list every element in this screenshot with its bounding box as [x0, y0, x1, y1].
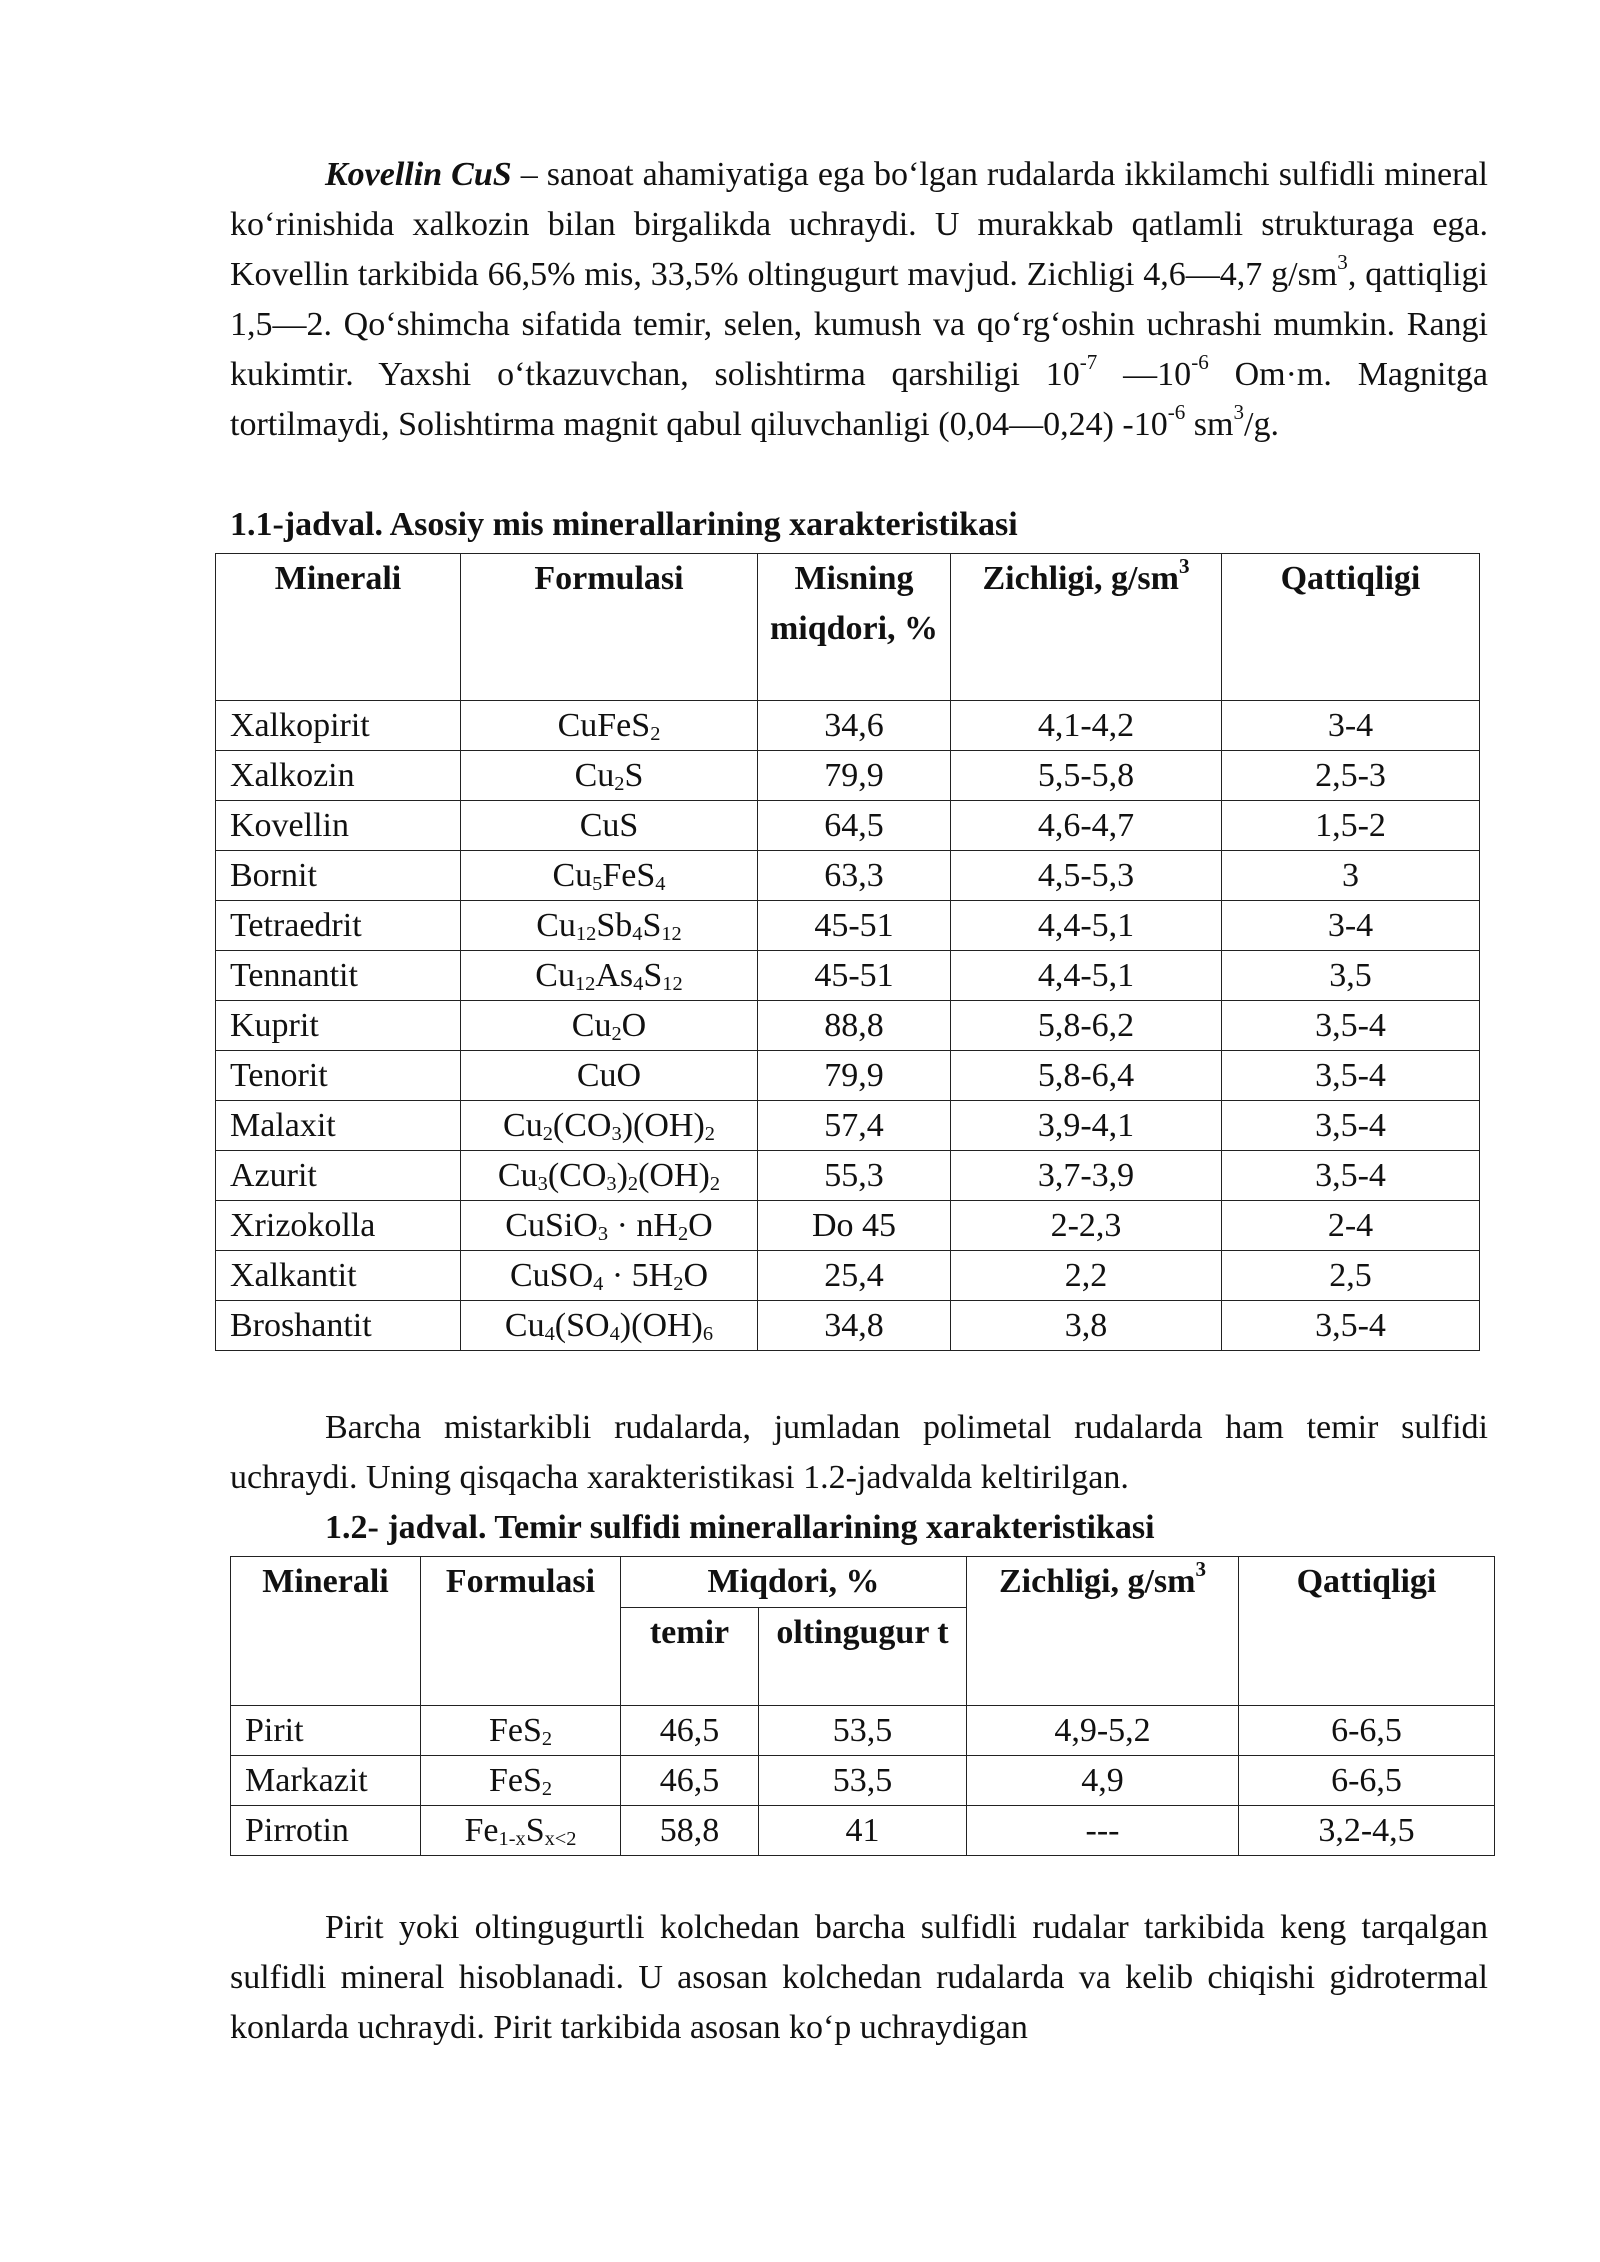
table-row [216, 951, 1480, 1001]
density-cell: 5,8-6,2 [951, 1001, 1222, 1051]
table-row [216, 1201, 1480, 1251]
table-row [231, 1806, 1495, 1856]
hardness-cell: 3,5-4 [1222, 1001, 1480, 1051]
table-row [231, 1756, 1495, 1806]
column-header-mineral: Minerali [216, 554, 461, 701]
mineral-name-cell: Xrizokolla [216, 1201, 461, 1251]
copper-content-cell: 34,6 [758, 701, 951, 751]
iron-content-cell: 58,8 [621, 1806, 759, 1856]
hardness-cell: 3,5-4 [1222, 1051, 1480, 1101]
formula-cell: $Cu_2O$ [461, 1001, 758, 1051]
formula-cell: FeS$_2$ [421, 1706, 621, 1756]
mineral-name-cell: Kovellin [216, 801, 461, 851]
mineral-name-cell: Tennantit [216, 951, 461, 1001]
mineral-name-cell: Malaxit [216, 1101, 461, 1151]
table-row [216, 1301, 1480, 1351]
formula-cell: $Cu_2(CO_3)(OH)_2$ [461, 1101, 758, 1151]
column-header-mineral: Minerali [231, 1557, 421, 1706]
column-header-copper-content: Misning miqdori, % [758, 554, 951, 701]
density-cell: --- [967, 1806, 1239, 1856]
formula-cell: $Cu_3(CO_3)_2(OH)_2$ [461, 1151, 758, 1201]
paragraph-iron-sulfide: Barcha mistarkibli rudalarda, jumladan polimetal rudalarda ham temir sulfidi uchraydi. Uning qisqacha xarakteristikasi 1.2-jadvalda keltirilgan. [230, 1409, 1488, 1496]
table-row [216, 1051, 1480, 1101]
column-header-hardness: Qattiqligi [1222, 554, 1480, 701]
formula-cell: CuO [461, 1051, 758, 1101]
density-cell: 4,9-5,2 [967, 1706, 1239, 1756]
table-row [216, 1151, 1480, 1201]
paragraph-kovellin: Kovellin CuS – sanoat ahamiyatiga ega bo‘lgan rudalarda ikkilamchi sulfidli mineral ko‘rinishida xalkozin bilan birgalikda uchraydi. U murakkab qatlamli strukturaga ega. Kovellin tarkibida 66,5% mis, 33,5% oltingugurt mavjud. Zichligi 4,6—4,7 $g/sm^3$, qattiqligi 1,5—2. Qo‘shimcha sifatida temir, selen, kumush va qo‘rg‘oshin uchrashi mumkin. Rangi kukimtir. Yaxshi o‘tkazuvchan, solishtirma qarshiligi $10^{-7}$ $—10^{-6}$ Om·m. Magnitga tortilmaydi, Solishtirma magnit qabul qiluvchanligi (0,04—0,24) $-10^{-6}$ $sm^3/g$. [230, 156, 1489, 443]
formula-cell: CuS [461, 801, 758, 851]
sulfur-content-cell: 53,5 [759, 1756, 967, 1806]
mineral-name-cell: Xalkopirit [216, 701, 461, 751]
column-header-density: Zichligi, $g/sm^3$ [951, 554, 1222, 701]
mineral-name-cell: Xalkozin [216, 751, 461, 801]
hardness-cell: 3,5-4 [1222, 1101, 1480, 1151]
copper-content-cell: 45-51 [758, 901, 951, 951]
copper-content-cell: Do 45 [758, 1201, 951, 1251]
table-row [231, 1706, 1495, 1756]
density-cell: 3,7-3,9 [951, 1151, 1222, 1201]
formula-cell: CuFeS$_2$ [461, 701, 758, 751]
table-row [216, 901, 1480, 951]
mineral-name-cell: Markazit [231, 1756, 421, 1806]
hardness-cell: 1,5-2 [1222, 801, 1480, 851]
table-row [216, 851, 1480, 901]
mineral-name-cell: Pirrotin [231, 1806, 421, 1856]
hardness-cell: 3,5 [1222, 951, 1480, 1001]
table2-caption: 1.2- jadval. Temir sulfidi minerallarining xarakteristikasi [325, 1509, 1155, 1546]
hardness-cell: 6-6,5 [1239, 1706, 1495, 1756]
column-header-iron: temir [621, 1608, 759, 1706]
table1-caption: 1.1-jadval. Asosiy mis minerallarining xarakteristikasi [230, 506, 1018, 543]
copper-content-cell: 64,5 [758, 801, 951, 851]
paragraph-pyrite: Pirit yoki oltingugurtli kolchedan barcha sulfidli rudalar tarkibida keng tarqalgan sulfidli mineral hisoblanadi. U asosan kolchedan rudalarda va kelib chiqishi gidrotermal konlarda uchraydi. Pirit tarkibida asosan ko‘p uchraydigan [230, 1909, 1488, 2046]
density-cell: 3,9-4,1 [951, 1101, 1222, 1151]
formula-cell: $Cu_4(SO_4)(OH)_6$ [461, 1301, 758, 1351]
table-row [216, 1251, 1480, 1301]
density-cell: 4,4-5,1 [951, 951, 1222, 1001]
density-cell: 4,5-5,3 [951, 851, 1222, 901]
density-cell: 4,1-4,2 [951, 701, 1222, 751]
hardness-cell: 6-6,5 [1239, 1756, 1495, 1806]
copper-content-cell: 45-51 [758, 951, 951, 1001]
density-cell: 2-2,3 [951, 1201, 1222, 1251]
mineral-name-cell: Bornit [216, 851, 461, 901]
density-cell: 3,8 [951, 1301, 1222, 1351]
density-cell: 5,5-5,8 [951, 751, 1222, 801]
table-row [216, 1101, 1480, 1151]
iron-content-cell: 46,5 [621, 1756, 759, 1806]
copper-content-cell: 63,3 [758, 851, 951, 901]
column-header-content: Miqdori, % [621, 1557, 967, 1608]
hardness-cell: 3-4 [1222, 701, 1480, 751]
hardness-cell: 2,5 [1222, 1251, 1480, 1301]
mineral-name-cell: Kuprit [216, 1001, 461, 1051]
copper-content-cell: 25,4 [758, 1251, 951, 1301]
iron-content-cell: 46,5 [621, 1706, 759, 1756]
density-cell: 4,9 [967, 1756, 1239, 1806]
column-header-formula: Formulasi [461, 554, 758, 701]
hardness-cell: 3 [1222, 851, 1480, 901]
mineral-name-cell: Xalkantit [216, 1251, 461, 1301]
table2-header-row [231, 1557, 1495, 1608]
copper-content-cell: 79,9 [758, 1051, 951, 1101]
density-cell: 5,8-6,4 [951, 1051, 1222, 1101]
hardness-cell: 2,5-3 [1222, 751, 1480, 801]
sulfur-content-cell: 41 [759, 1806, 967, 1856]
sulfur-content-cell: 53,5 [759, 1706, 967, 1756]
density-cell: 4,4-5,1 [951, 901, 1222, 951]
copper-content-cell: 88,8 [758, 1001, 951, 1051]
table-row [216, 1001, 1480, 1051]
table-row [216, 801, 1480, 851]
formula-cell: $Cu_{12}As_4S_{12}$ [461, 951, 758, 1001]
iron-sulfide-table [230, 1556, 1495, 1856]
mineral-name-cell: Broshantit [216, 1301, 461, 1351]
hardness-cell: 3,5-4 [1222, 1151, 1480, 1201]
copper-minerals-table [215, 553, 1480, 1351]
mineral-name-cell: Azurit [216, 1151, 461, 1201]
formula-cell: FeS$_2$ [421, 1756, 621, 1806]
formula-cell: $Fe_{1-x}S_{x<2}$ [421, 1806, 621, 1856]
table1-header-row [216, 554, 1480, 701]
formula-cell: $Cu_2S$ [461, 751, 758, 801]
density-cell: 4,6-4,7 [951, 801, 1222, 851]
formula-cell: $Cu_5FeS_4$ [461, 851, 758, 901]
hardness-cell: 3,5-4 [1222, 1301, 1480, 1351]
density-cell: 2,2 [951, 1251, 1222, 1301]
formula-cell: $Cu_{12}Sb_4S_{12}$ [461, 901, 758, 951]
hardness-cell: 3,2-4,5 [1239, 1806, 1495, 1856]
table1-body [216, 701, 1480, 1351]
mineral-name-cell: Tetraedrit [216, 901, 461, 951]
table-row [216, 701, 1480, 751]
table2-body [231, 1706, 1495, 1856]
kovellin-term: Kovellin CuS [325, 156, 512, 193]
copper-content-cell: 55,3 [758, 1151, 951, 1201]
column-header-sulfur: oltingugur t [759, 1608, 967, 1706]
copper-content-cell: 79,9 [758, 751, 951, 801]
formula-cell: CuSO$_4$ · $5H_2O$ [461, 1251, 758, 1301]
table-row [216, 751, 1480, 801]
mineral-name-cell: Tenorit [216, 1051, 461, 1101]
copper-content-cell: 34,8 [758, 1301, 951, 1351]
column-header-formula: Formulasi [421, 1557, 621, 1706]
hardness-cell: 3-4 [1222, 901, 1480, 951]
column-header-hardness: Qattiqligi [1239, 1557, 1495, 1706]
formula-cell: CuSiO$_3$ · $nH_2O$ [461, 1201, 758, 1251]
hardness-cell: 2-4 [1222, 1201, 1480, 1251]
copper-content-cell: 57,4 [758, 1101, 951, 1151]
column-header-density: Zichligi, $g/sm^3$ [967, 1557, 1239, 1706]
mineral-name-cell: Pirit [231, 1706, 421, 1756]
